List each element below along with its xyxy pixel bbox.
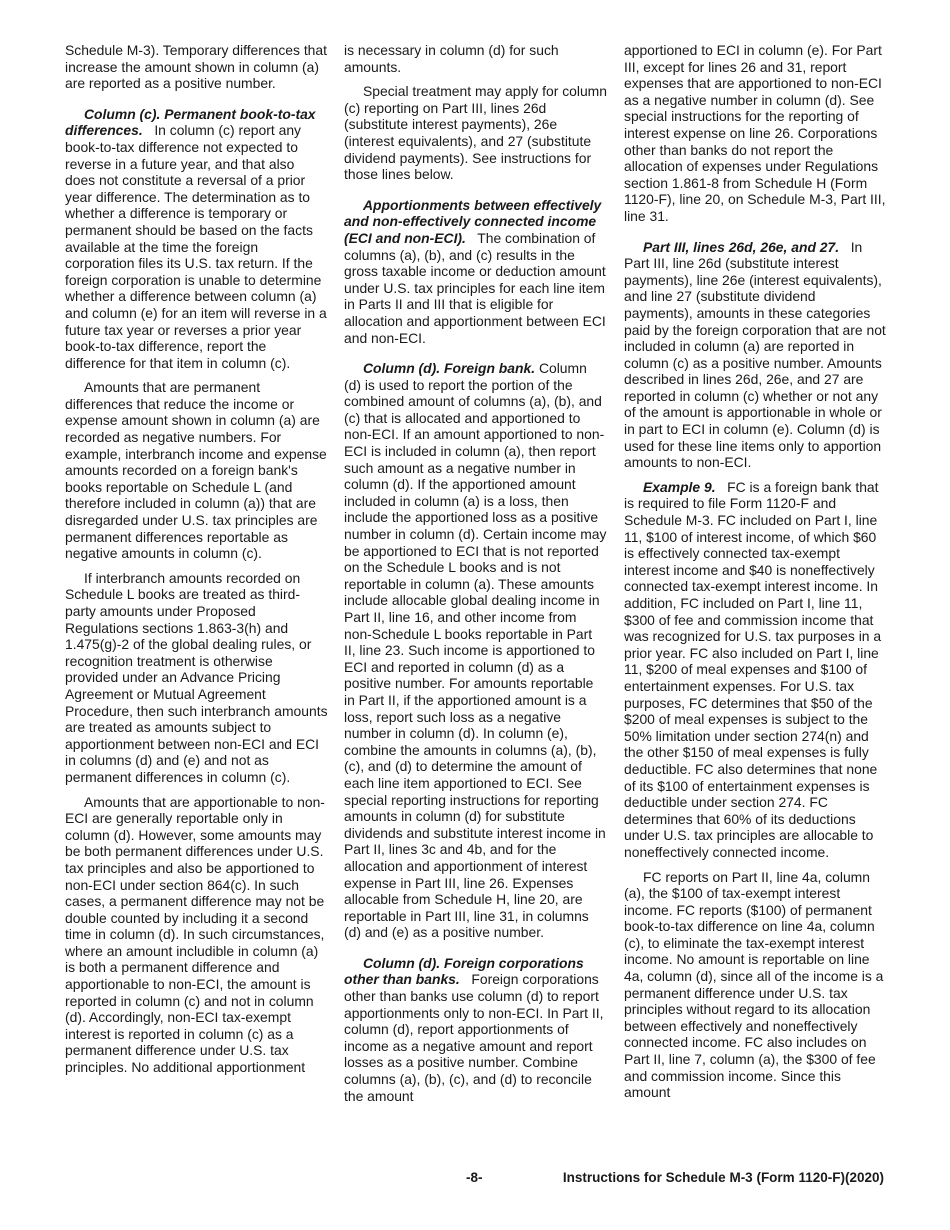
section-heading: Column (d). Foreign corporations other than banks.	[344, 954, 584, 988]
section-heading: Apportionments between effectively and non-effectively connected income (ECI and non-ECI).	[344, 196, 602, 246]
section-heading: Column (d). Foreign bank.	[363, 360, 536, 377]
paragraph: Amounts that are apportionable to non-ECI are generally reportable only in column (d). However, some amounts may be both permanent differences under U.S. tax principles and also be apportioned to non-ECI under section 864(c). In such cases, a permanent difference may not be double counted by including it a second time in column (d). In such circumstances, where an amount includible in column (a) is both a permanent difference and apportionable to non-ECI, the amount is reported in column (c) and not in column (d). Accordingly, non-ECI tax-exempt interest is reported in column (c) as a permanent difference under U.S. tax principles. No additional apportionment	[65, 793, 325, 1076]
paragraph: Amounts that are permanent differences that reduce the income or expense amount shown in column (a) are recorded as negative numbers. For example, interbranch income and expense amounts recorded on a foreign bank's books reportable on Schedule L (and therefore included in column (a)) that are disregarded under U.S. tax principles are permanent differences reportable as negative amounts in column (c).	[65, 379, 327, 562]
paragraph: Column (d). Foreign corporations other than banks. Foreign corporations other than banks use column (d) to report apportionments only to non-ECI. In Part II, column (d), report apportionments of income as a negative amount and report losses as a positive number. Combine columns (a), (b), (c), and (d) to reconcile the amount	[344, 954, 604, 1104]
paragraph: Special treatment may apply for column (c) reporting on Part III, lines 26d (substitute interest payments), 26e (interest equivalents), and 27 (substitute dividend payments). See instructions for those lines below.	[344, 83, 607, 183]
footer-title: Instructions for Schedule M-3 (Form 1120-F)(2020)	[562, 1170, 884, 1185]
section-heading: Column (c). Permanent book-to-tax differences.	[65, 105, 316, 139]
paragraph: is necessary in column (d) for such amounts.	[344, 42, 559, 75]
text-column-2	[344, 42, 607, 1112]
paragraph: Example 9. FC is a foreign bank that is required to file Form 1120-F and Schedule M-3. FC included on Part I, line 11, $100 of interest income, of which $60 is effectively connected tax-exempt interest income and $40 is noneffectively connected tax-exempt interest income. In addition, FC included on Part I, line 11, $300 of fee and commission income that was recognized for U.S. tax purposes in a prior year. FC also included on Part I, line 11, $200 of meal expenses and $100 of entertainment expenses. For U.S. tax purposes, FC determines that $50 of the $200 of meal expenses is subject to the 50% limitation under section 274(n) and the other $150 of meal expenses is fully deductible. FC also determines that none of its $100 of entertainment expenses is deductible under section 274. FC determines that 60% of its deductions under U.S. tax principles are allocable to noneffectively connected income.	[624, 478, 882, 860]
paragraph: If interbranch amounts recorded on Schedule L books are treated as third-party amounts under Proposed Regulations sections 1.863-3(h) and 1.475(g)-2 of the global dealing rules, or recognition treatment is otherwise provided under an Advance Pricing Agreement or Mutual Agreement Procedure, then such interbranch amounts are treated as amounts subject to apportionment between non-ECI and ECI in columns (d) and (e) and not as permanent differences in column (c).	[65, 569, 328, 785]
paragraph: Apportionments between effectively and non-effectively connected income (ECI and non-ECI). The combination of columns (a), (b), and (c) results in the gross taxable income or deduction amount under U.S. tax principles for each line item in Parts II and III that is eligible for allocation and apportionment between ECI and non-ECI.	[344, 196, 606, 346]
paragraph: Column (d). Foreign bank. Column (d) is used to report the portion of the combined amount of columns (a), (b), and (c) that is allocated and apportioned to non-ECI. If an amount apportioned to non-ECI is included in column (a), then report such amount as a negative number in column (d). If the apportioned amount included in column (a) is a loss, then include the apportioned loss as a positive number in column (d). Certain income may be apportioned to ECI that is not reported on the Schedule L books and is not reportable in column (a). These amounts include allocable global dealing income in Part II, line 16, and other income from non-Schedule L books reportable in Part II, line 23. Such income is apportioned to ECI and reported in column (d) as a positive number. For amounts reportable in Part II, if the apportioned amount is a loss, report such loss as a negative number in column (d). In column (e), combine the amounts in columns (a), (b), (c), and (d) to determine the amount of each line item apportioned to ECI. See special reporting instructions for reporting amounts in column (d) for substitute dividends and substitute interest income in Part II, lines 3c and 4b, and for the allocation and apportionment of interest expense in Part III, line 26. Expenses allocable from Schedule H, line 20, are reportable in Part III, line 31, in columns (d) and (e) as a positive number.	[344, 360, 607, 941]
paragraph: apportioned to ECI in column (e). For Part III, except for lines 26 and 31, report expenses that are apportioned to non-ECI as a negative number in column (d). See special instructions for the reporting of interest expense on line 26. Corporations other than banks do not report the allocation of expenses under Regulations section 1.861-8 from Schedule H (Form 1120-F), line 20, on Schedule M-3, Part III, line 31.	[624, 42, 886, 224]
section-heading: Part III, lines 26d, 26e, and 27.	[643, 238, 840, 255]
paragraph: Part III, lines 26d, 26e, and 27. In Part III, line 26d (substitute interest payments), line 26e (interest equivalents), and line 27 (substitute dividend payments), amounts in these categories paid by the foreign corporation that are not included in column (a) are reported in column (c) as a positive number. Amounts described in lines 26d, 26e, and 27 are reported in column (c) whether or not any of the amount is apportionable in whole or in part to ECI in column (e). Column (d) is used for these line items only to apportion amounts to non-ECI.	[624, 238, 886, 471]
page-number: -8-	[466, 1170, 483, 1185]
text-column-3	[624, 42, 887, 1109]
paragraph: Column (c). Permanent book-to-tax differences. In column (c) report any book-to-tax difference not expected to reverse in a future year, and that also does not constitute a reversal of a prior year difference. The determination as to whether a difference is temporary or permanent should be based on the facts available at the time the foreign corporation files its U.S. tax return. If the foreign corporation is unable to determine whether a difference between column (a) and column (e) for an item will reverse in a future tax year or reverses a prior year book-to-tax difference, report the difference for that item in column (c).	[65, 105, 327, 371]
paragraph: FC reports on Part II, line 4a, column (a), the $100 of tax-exempt interest income. FC reports ($100) of permanent book-to-tax difference on line 4a, column (c), to eliminate the tax-exempt interest income. No amount is reportable on line 4a, column (d), since all of the income is a permanent difference under U.S. tax principles without regard to its allocation between effectively and noneffectively connected income. FC also includes on Part II, line 7, column (a), the $300 of fee and commission income. Since this amount	[624, 868, 884, 1101]
paragraph: Schedule M-3). Temporary differences that increase the amount shown in column (a) are reported as a positive number.	[65, 42, 327, 92]
text-column-1	[65, 42, 328, 1084]
section-heading: Example 9.	[643, 478, 716, 495]
